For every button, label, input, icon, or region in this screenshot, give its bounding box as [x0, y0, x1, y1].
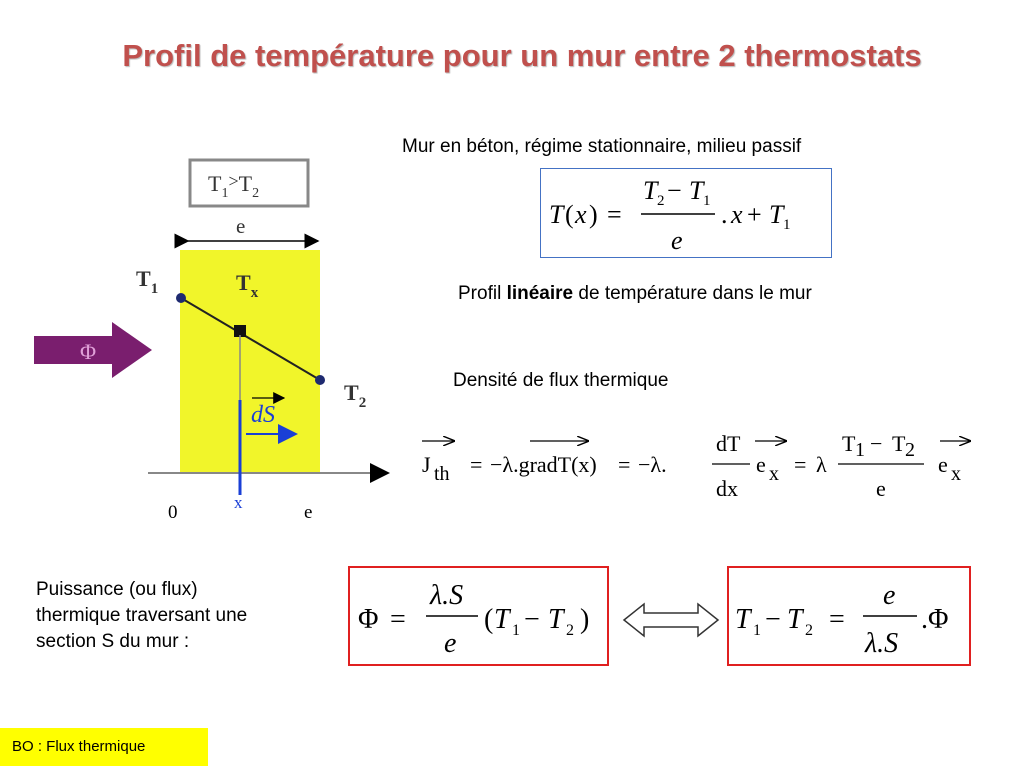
svg-text:λ.S: λ.S — [430, 580, 464, 611]
axis-zero-label: 0 — [168, 502, 178, 523]
svg-text:1: 1 — [753, 622, 761, 639]
svg-text:=: = — [829, 604, 845, 635]
svg-text:T: T — [735, 604, 751, 635]
flux-label: Φ — [80, 339, 97, 364]
svg-text:−λ.gradT(x): −λ.gradT(x) — [490, 452, 597, 477]
svg-text:): ) — [589, 200, 598, 229]
linear-profile-prefix: Profil — [458, 283, 507, 304]
svg-text:Φ: Φ — [358, 604, 379, 635]
svg-text:T: T — [769, 200, 784, 229]
svg-text:T: T — [548, 604, 564, 635]
puissance-text — [36, 577, 247, 655]
svg-text:x: x — [731, 200, 743, 229]
footer-label: BO : Flux thermique — [0, 728, 208, 766]
svg-text:T: T — [689, 176, 704, 205]
svg-text:x: x — [769, 463, 779, 485]
axis-e-label: e — [304, 502, 313, 523]
wall-diagram — [0, 150, 400, 530]
svg-text:): ) — [580, 604, 590, 635]
svg-text:T: T — [549, 200, 564, 229]
svg-text:2: 2 — [805, 622, 813, 639]
puissance-line-3: section S du mur : — [36, 631, 190, 652]
page-title: Profil de température pour un mur entre 2 thermostats — [122, 38, 922, 73]
puissance-line-2: thermique traversant une — [36, 605, 248, 626]
linear-profile-bold: linéaire — [506, 283, 574, 304]
temperature-profile-equation — [540, 168, 832, 258]
svg-text:−λ.: −λ. — [638, 452, 667, 477]
svg-text:e: e — [876, 476, 886, 501]
svg-text:−: − — [524, 604, 540, 635]
t2-label: $T_2$ — [344, 380, 367, 411]
svg-text:2: 2 — [905, 439, 915, 461]
svg-text:e: e — [938, 452, 948, 477]
svg-text:−: − — [870, 431, 883, 456]
flux-density-equation — [418, 428, 978, 508]
svg-text:λ: λ — [816, 452, 827, 477]
svg-text:1: 1 — [783, 217, 791, 233]
linear-profile-text — [458, 283, 812, 305]
puissance-line-1: Puissance (ou flux) — [36, 579, 198, 600]
svg-text:=: = — [607, 200, 622, 229]
condition-label: $T_1^>T_2$ — [208, 171, 260, 201]
svg-text:T: T — [842, 431, 856, 456]
svg-text:(: ( — [565, 200, 574, 229]
svg-text:2: 2 — [657, 193, 665, 209]
svg-text:(: ( — [484, 604, 494, 635]
svg-text:=: = — [794, 452, 807, 477]
svg-text:λ.S: λ.S — [865, 628, 899, 659]
thickness-label: e — [236, 214, 246, 238]
svg-text:e: e — [671, 226, 683, 255]
svg-text:1: 1 — [512, 622, 520, 639]
svg-text:J: J — [422, 452, 431, 477]
svg-text:T: T — [787, 604, 803, 635]
linear-profile-suffix: de température dans le mur — [573, 283, 812, 304]
svg-text:=: = — [470, 452, 483, 477]
svg-text:=: = — [618, 452, 631, 477]
svg-text:1: 1 — [855, 439, 865, 461]
temperature-difference-equation — [727, 566, 971, 666]
equivalence-arrow — [622, 600, 722, 640]
svg-text:e: e — [444, 628, 457, 659]
svg-text:x: x — [951, 463, 961, 485]
power-equation — [348, 566, 609, 666]
t1-label: $T_1$ — [136, 266, 159, 297]
t2-point — [315, 375, 325, 385]
svg-text:dT: dT — [716, 431, 741, 456]
svg-text:2: 2 — [566, 622, 574, 639]
svg-text:x: x — [575, 200, 587, 229]
svg-text:T: T — [643, 176, 658, 205]
axis-x-label: x — [234, 493, 243, 512]
svg-text:.: . — [721, 200, 728, 229]
svg-text:T: T — [494, 604, 510, 635]
svg-text:+: + — [747, 200, 762, 229]
svg-text:e: e — [756, 452, 766, 477]
svg-text:th: th — [434, 463, 450, 485]
svg-text:−: − — [765, 604, 781, 635]
svg-text:=: = — [390, 604, 406, 635]
flux-density-label: Densité de flux thermique — [453, 370, 669, 391]
svg-text:−: − — [667, 176, 682, 205]
svg-text:1: 1 — [703, 193, 711, 209]
tx-label: $T_x$ — [236, 270, 259, 301]
svg-text:T: T — [892, 431, 906, 456]
t1-point — [176, 293, 186, 303]
svg-text:e: e — [883, 580, 896, 611]
svg-text:.Φ: .Φ — [921, 604, 949, 635]
ds-label: dS — [251, 402, 275, 428]
svg-text:dx: dx — [716, 476, 738, 501]
subtitle: Mur en béton, régime stationnaire, milieu passif — [402, 136, 802, 157]
